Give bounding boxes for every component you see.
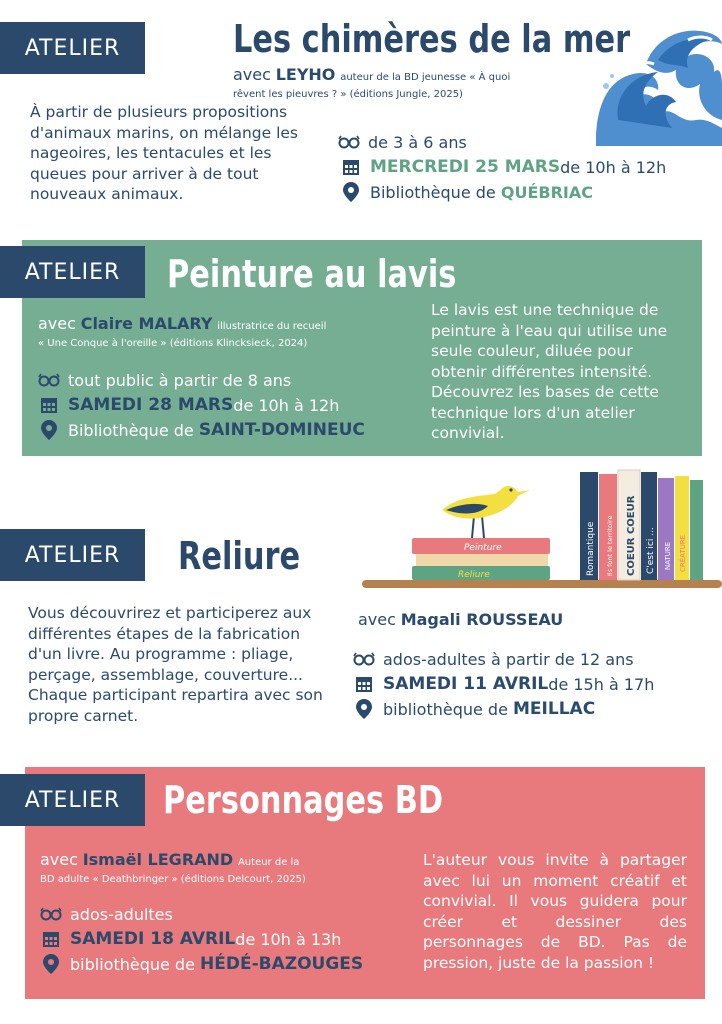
workshop3-tag: ATELIER [0, 529, 145, 581]
location-pin-icon [340, 182, 362, 202]
workshop3-description: Vous découvrirez et participerez aux différentes étapes de la fabrication d'un livre. Au programme : pliage, perçage, assemblage, couverture... Chaque participant repartira avec son propre carnet. [28, 604, 323, 725]
workshop4-place: bibliothèque de HÉDÉ-BAZOUGES [40, 954, 363, 974]
workshop3-place: bibliothèque de MEILLAC [353, 699, 595, 719]
location-pin-icon [38, 420, 60, 440]
book-label-cestici: C'est ici ... [646, 527, 656, 574]
workshop2-description: Le lavis est une technique de peinture à l'eau qui utilise une seule couleur, diluée pour obtenir différentes intensité. Découvrez les bases de cette technique lors d'un atelier convivial. [431, 301, 668, 442]
workshop2-date: SAMEDI 28 MARS de 10h à 12h [38, 395, 339, 415]
book-label-creature: CRÉATURE [679, 534, 687, 572]
book-label-peinture: Peinture [464, 543, 502, 553]
books-illustration [362, 466, 722, 592]
workshop1-artist-name: LEYHO [275, 65, 336, 84]
workshop4-artist-name: Ismaël LEGRAND [82, 850, 234, 869]
book-label-reliure: Reliure [458, 570, 490, 580]
location-pin-icon [40, 954, 62, 974]
workshop3-artist-name: Magali ROUSSEAU [400, 610, 564, 629]
workshop1-description: À partir de plusieurs propositions d'animaux marins, on mélange les nageoires, les tentacules et les queues pour arriver à de tout nouveaux animaux. [30, 103, 298, 203]
calendar-icon [340, 157, 362, 177]
workshop4-title: Personnages BD [163, 778, 444, 822]
workshop1-tag: ATELIER [0, 22, 145, 74]
workshop2-tag: ATELIER [0, 246, 145, 298]
workshop4-audience: ados-adultes [40, 904, 173, 924]
workshop1-audience: de 3 à 6 ans [338, 132, 467, 152]
workshop4-description: L'auteur vous invite à partager avec lui un moment créatif et convivial. Il vous guidera pour créer et dessiner des personnages de BD. Pas de pression, juste de la passion ! [423, 851, 687, 972]
wave-illustration [588, 24, 722, 146]
workshop4-artist-credit: avec Ismaël LEGRAND Auteur de la BD adulte « Deathbringer » (éditions Delcourt, 2025) [40, 850, 306, 885]
calendar-icon [353, 674, 375, 694]
workshop1-place: Bibliothèque de QUÉBRIAC [340, 182, 593, 202]
workshop1-artist-credit: avec LEYHO auteur de la BD jeunesse « À quoi rêvent les pieuvres ? » (éditions Jungle, 2025) [233, 65, 511, 100]
workshop2-artist-name: Claire MALARY [80, 314, 213, 333]
calendar-icon [40, 929, 62, 949]
workshop4-tag: ATELIER [0, 774, 145, 826]
workshop2-artist-credit: avec Claire MALARY illustratrice du recueil « Une Conque à l'oreille » (éditions Klincksieck, 2024) [38, 314, 327, 349]
glasses-icon [38, 370, 60, 390]
book-label-coeur: COEUR COEUR [626, 495, 637, 576]
location-pin-icon [353, 699, 375, 719]
workshop3-artist-credit: avec Magali ROUSSEAU [358, 610, 564, 629]
workshop3-title: Reliure [178, 534, 301, 578]
workshop3-date: SAMEDI 11 AVRIL de 15h à 17h [353, 674, 654, 694]
workshop3-audience: ados-adultes à partir de 12 ans [353, 649, 634, 669]
workshop2-audience: tout public à partir de 8 ans [38, 370, 291, 390]
glasses-icon [353, 649, 375, 669]
book-label-romantique: Romantique [586, 521, 596, 576]
workshop1-title: Les chimères de la mer [233, 17, 631, 61]
workshop2-place: Bibliothèque de SAINT-DOMINEUC [38, 420, 365, 440]
book-label-nature: NATURE [664, 541, 672, 570]
calendar-icon [38, 395, 60, 415]
book-label-territoire: Ils font le territoire [606, 515, 614, 576]
glasses-icon [338, 132, 360, 152]
workshop4-date: SAMEDI 18 AVRIL de 10h à 13h [40, 929, 341, 949]
workshop2-title: Peinture au lavis [167, 252, 457, 296]
workshop1-credit: auteur de la BD jeunesse « À quoi rêvent les pieuvres ? » (éditions Jungle, 2025) [233, 72, 511, 100]
glasses-icon [40, 904, 62, 924]
workshop1-date: MERCREDI 25 MARS de 10h à 12h [340, 157, 666, 177]
